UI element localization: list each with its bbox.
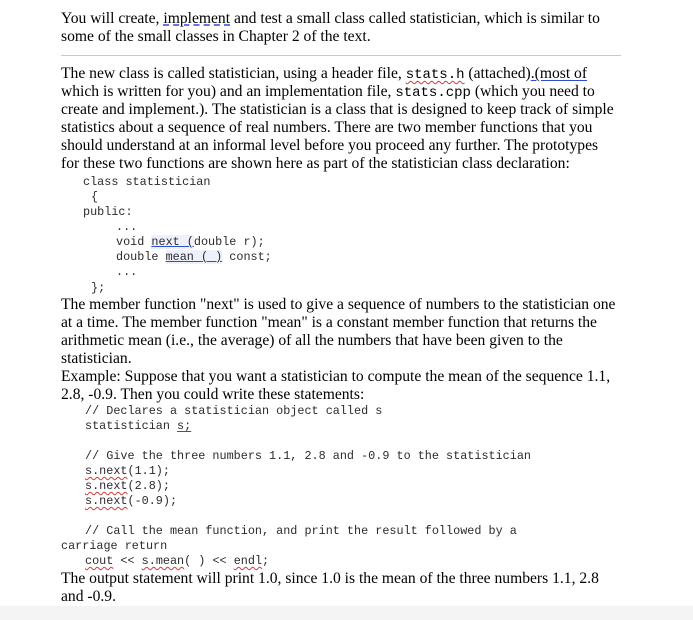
code-next-call	[85, 479, 170, 494]
code-comment: // Declares a statistician object called s	[85, 404, 383, 418]
code-open-brace: {	[91, 190, 99, 204]
closing-line-1: The output statement will print 1.0, since 1.0 is the mean of the three numbers 1.1, 2.8	[61, 570, 599, 587]
intro-line-1	[61, 10, 661, 28]
code-text: double r);	[193, 235, 265, 249]
para1-line-2	[61, 83, 661, 102]
para2-line-1: The member function "next" is used to give a sequence of numbers to the statistician one	[61, 296, 616, 313]
spellcheck-word[interactable]: s.mean	[141, 554, 185, 568]
code-text: (1.1);	[127, 464, 170, 478]
para-text: which is written for you) and an implementation file,	[61, 83, 396, 100]
para1-line-6: for these two functions are shown here as part of the statistician class declaration:	[61, 155, 570, 172]
spellcheck-word[interactable]: s.next	[85, 479, 128, 493]
intro-text: You will create,	[61, 10, 164, 27]
para1-line-1	[61, 65, 661, 84]
header-filename[interactable]: stats.h	[405, 67, 465, 83]
intro-text: and test a small class called statistician, which is similar to	[230, 10, 600, 27]
code-comment-wrap: carriage return	[61, 539, 168, 553]
code-mean-prototype	[116, 250, 272, 265]
code-text: const;	[222, 250, 272, 264]
code-class-line: class statistician	[83, 175, 211, 189]
code-text: <<	[113, 554, 142, 568]
code-text: double	[116, 250, 166, 264]
example-line-1: Example: Suppose that you want a statistician to compute the mean of the sequence 1.1,	[61, 368, 611, 385]
code-text: ( ) <<	[184, 554, 234, 568]
section-divider	[61, 55, 621, 56]
code-text: void	[116, 235, 152, 249]
spellcheck-word[interactable]: endl	[233, 554, 263, 568]
para1-line-5: should understand at an informal level before you proceed any further. The prototypes	[61, 137, 599, 154]
code-text: (-0.9);	[127, 494, 178, 508]
code-text: statistician	[85, 419, 178, 433]
spellcheck-word[interactable]: implement	[163, 10, 231, 27]
code-text: ;	[262, 554, 270, 568]
code-next-prototype	[116, 235, 265, 250]
para-text: (which you need to	[470, 83, 595, 100]
code-output-statement	[85, 554, 269, 569]
closing-line-2: and -0.9.	[61, 588, 116, 605]
para2-line-4: statistician.	[61, 350, 132, 367]
code-comment: // Call the mean function, and print the result followed by a	[85, 524, 517, 538]
intro-line-2: some of the small classes in Chapter 2 of the text.	[61, 28, 371, 45]
para2-line-3: arithmetic mean (i.e., the average) of all the numbers that have been given to the	[61, 332, 563, 349]
spellcheck-word[interactable]: .(most of	[530, 65, 588, 82]
code-ellipsis: ...	[116, 265, 138, 279]
para1-line-4: statistics about a sequence of real numbers. There are two member functions that you	[61, 119, 593, 136]
next-function-link[interactable]: next (	[151, 235, 194, 249]
code-public-keyword: public:	[83, 205, 133, 219]
code-next-call	[85, 464, 170, 479]
code-close-brace: };	[91, 281, 106, 295]
mean-function-link[interactable]: mean ( )	[165, 250, 223, 264]
para2-line-2: at a time. The member function "mean" is a constant member function that returns the	[61, 314, 597, 331]
para-text: (attached)	[464, 65, 531, 82]
para1-line-3: create and implement.). The statistician is a class that is designed to keep track of simple	[61, 101, 614, 118]
code-ellipsis: ...	[116, 220, 138, 234]
code-comment: // Give the three numbers 1.1, 2.8 and -0.9 to the statistician	[85, 449, 531, 463]
spellcheck-word[interactable]: cout	[85, 554, 114, 568]
code-next-call	[85, 494, 177, 509]
example-line-2: 2.8, -0.9. Then you could write these statements:	[61, 386, 365, 403]
impl-filename: stats.cpp	[395, 85, 471, 101]
para-text: The new class is called statistician, using a header file,	[61, 65, 406, 82]
spellcheck-word[interactable]: s.next	[85, 464, 128, 478]
code-declaration	[85, 419, 191, 434]
spellcheck-word[interactable]: s;	[177, 419, 192, 433]
spellcheck-word[interactable]: s.next	[85, 494, 128, 508]
code-text: (2.8);	[127, 479, 170, 493]
